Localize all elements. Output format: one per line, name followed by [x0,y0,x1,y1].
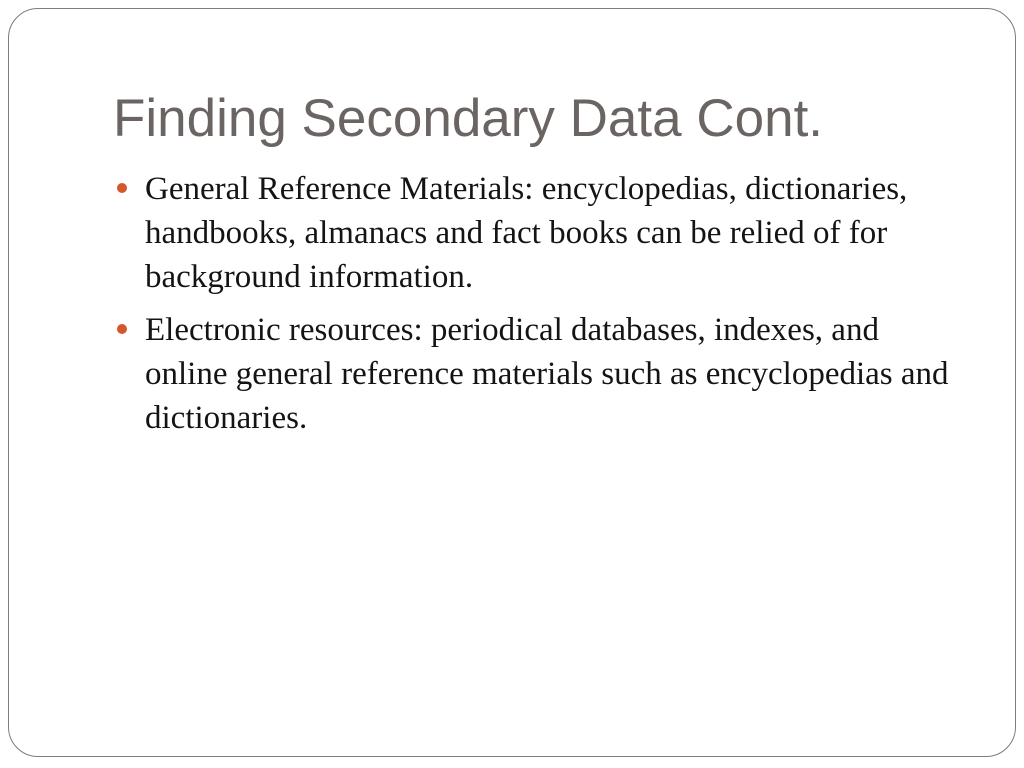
bullet-item [145,167,959,299]
bullet-text: Electronic resources: periodical databases, indexes, and online general reference materials such as encyclopedias and dictionaries. [145,312,949,436]
slide-title: Finding Secondary Data Cont. [113,89,824,148]
bullet-item [145,308,959,440]
bullet-text: General Reference Materials: encyclopedias, dictionaries, handbooks, almanacs and fact books can be relied of for background information. [145,171,908,295]
bullet-marker [117,183,127,193]
bullet-list [145,167,959,449]
bullet-marker [117,324,127,334]
